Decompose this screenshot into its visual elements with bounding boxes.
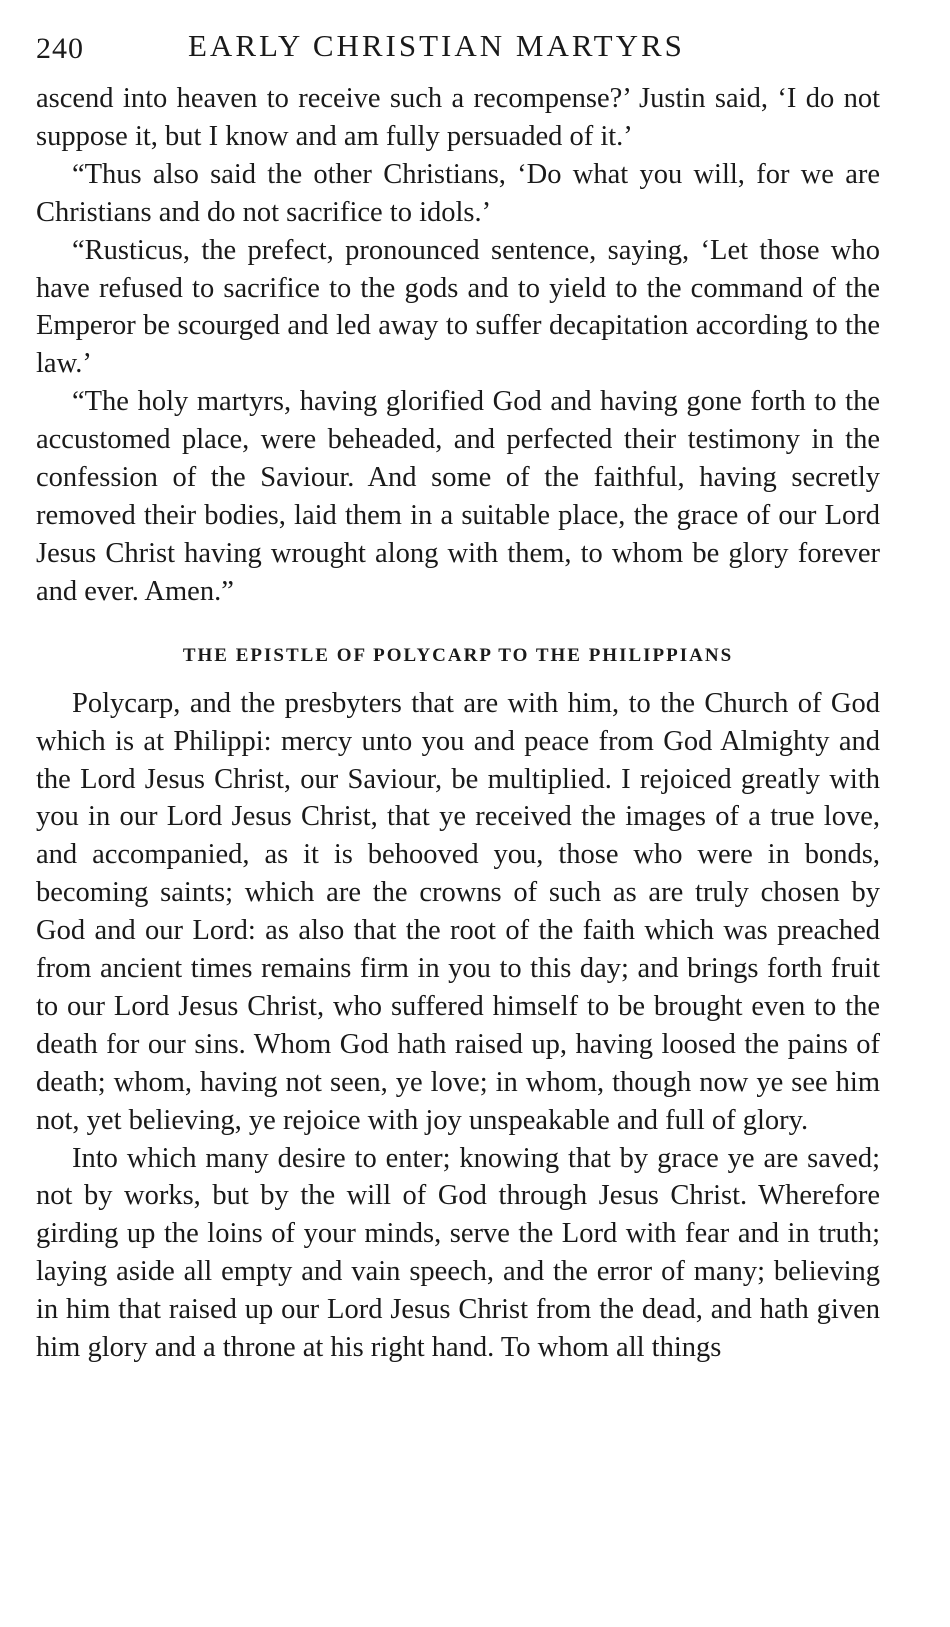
paragraph-continued: ascend into heaven to receive such a recompense?’ Justin said, ‘I do not suppose it, but I know and am fully persuaded of it.’ — [36, 83, 880, 152]
running-title: EARLY CHRISTIAN MARTYRS — [188, 28, 685, 63]
running-head — [36, 22, 880, 80]
paragraph: Polycarp, and the presbyters that are with him, to the Church of God which is at Philippi: mercy unto you and peace from God Almighty and the Lord Jesus Christ, our Saviour, be multiplied. I rejoiced greatly with you in our Lord Jesus Christ, that ye received the images of a true love, and accompanied, as it is behooved you, those who were in bonds, becoming saints; which are the crowns of such as are truly chosen by God and our Lord: as also that the root of the faith which was preached from ancient times remains firm in you to this day; and brings forth fruit to our Lord Jesus Christ, who suffered himself to be brought even to the death for our sins. Whom God hath raised up, having loosed the pains of death; whom, having not seen, ye love; in whom, though now ye see him not, yet believing, ye rejoice with joy unspeakable and full of glory. — [36, 687, 880, 1136]
paragraph: “Thus also said the other Christians, ‘Do what you will, for we are Christians and do not sacrifice to idols.’ — [36, 158, 880, 228]
paragraph: “The holy martyrs, having glorified God and having gone forth to the accustomed place, were beheaded, and perfected their testimony in the confession of the Saviour. And some of the faithful, having secretly removed their bodies, laid them in a suitable place, the grace of our Lord Jesus Christ having wrought along with them, to whom be glory forever and ever. Amen.” — [36, 386, 880, 607]
section-heading: THE EPISTLE OF POLYCARP TO THE PHILIPPIANS — [182, 644, 734, 666]
paragraph: Into which many desire to enter; knowing that by grace ye are saved; not by works, but by the will of God through Jesus Christ. Wherefore girding up the loins of your minds, serve the Lord with fear and in truth; laying aside all empty and vain speech, and the error of many; believing in him that raised up our Lord Jesus Christ from the dead, and hath given him glory and a throne at his right hand. To whom all things — [36, 1142, 880, 1364]
book-page — [36, 22, 880, 1367]
page-number: 240 — [36, 32, 84, 65]
paragraph: “Rusticus, the prefect, pronounced sentence, saying, ‘Let those who have refused to sacrifice to the gods and to yield to the command of the Emperor be scourged and led away to suffer decapitation according to the law.’ — [36, 234, 880, 380]
